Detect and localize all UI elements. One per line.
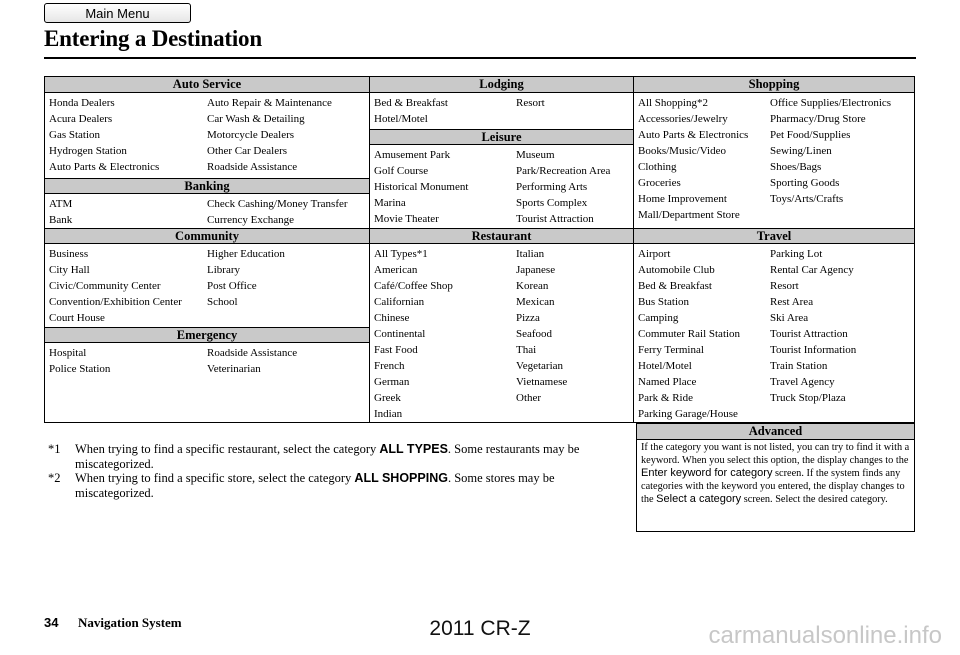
category-item: Performing Arts bbox=[516, 181, 588, 193]
category-item: Shoes/Bags bbox=[770, 161, 822, 173]
category-item: Golf Course bbox=[374, 165, 429, 177]
category-row bbox=[374, 179, 633, 195]
category-row bbox=[374, 211, 633, 227]
category-row bbox=[638, 326, 914, 342]
advanced-text-2: screen. If the system finds any categories with the keyword you entered, the display changes to the bbox=[641, 468, 905, 505]
category-table bbox=[44, 76, 915, 423]
category-row bbox=[638, 95, 914, 111]
category-item: Other bbox=[516, 392, 542, 404]
category-item: Pharmacy/Drug Store bbox=[770, 113, 866, 125]
category-row bbox=[374, 326, 633, 342]
category-item: Gas Station bbox=[49, 129, 101, 141]
category-row bbox=[374, 390, 633, 406]
category-item: Rest Area bbox=[770, 296, 814, 308]
footnote-text: . Some restaurants may be miscategorized. bbox=[75, 442, 580, 471]
category-item: Pizza bbox=[516, 312, 540, 324]
category-item: Currency Exchange bbox=[207, 214, 295, 226]
category-item: Hospital bbox=[49, 347, 87, 359]
category-row bbox=[374, 374, 633, 390]
category-row bbox=[49, 361, 369, 377]
footnote bbox=[48, 442, 633, 471]
section-header-travel: Travel bbox=[634, 228, 914, 244]
category-row bbox=[49, 294, 369, 310]
category-item: Park/Recreation Area bbox=[516, 165, 611, 177]
category-item: Italian bbox=[516, 248, 545, 260]
category-item: Resort bbox=[770, 280, 799, 292]
category-row bbox=[374, 310, 633, 326]
category-row bbox=[638, 191, 914, 207]
category-item: Bed & Breakfast bbox=[374, 97, 448, 109]
category-item: Auto Parts & Electronics bbox=[49, 161, 160, 173]
category-item: American bbox=[374, 264, 418, 276]
category-item: Mall/Department Store bbox=[638, 209, 740, 221]
category-row bbox=[49, 196, 369, 212]
category-row bbox=[638, 342, 914, 358]
category-item: Historical Monument bbox=[374, 181, 469, 193]
column-left bbox=[45, 77, 369, 422]
category-item: Korean bbox=[516, 280, 549, 292]
category-item: Tourist Attraction bbox=[516, 213, 594, 225]
category-item: Higher Education bbox=[207, 248, 285, 260]
category-item: Roadside Assistance bbox=[207, 161, 298, 173]
footnote-text: When trying to find a specific restaurant, select the category bbox=[75, 442, 377, 456]
footnote-mark: *2 bbox=[48, 471, 61, 485]
category-item: Check Cashing/Money Transfer bbox=[207, 198, 348, 210]
category-row bbox=[374, 406, 633, 422]
category-row bbox=[374, 163, 633, 179]
category-item: Accessories/Jewelry bbox=[638, 113, 728, 125]
title-divider bbox=[44, 57, 916, 59]
category-item: Library bbox=[207, 264, 240, 276]
category-item: Resort bbox=[516, 97, 545, 109]
category-row bbox=[638, 159, 914, 175]
category-item: Home Improvement bbox=[638, 193, 727, 205]
category-item: Pet Food/Supplies bbox=[770, 129, 851, 141]
category-item: Groceries bbox=[638, 177, 681, 189]
footnote-text: When trying to find a specific store, select the category bbox=[75, 471, 352, 485]
section-header-community: Community bbox=[45, 228, 369, 244]
category-item: Books/Music/Video bbox=[638, 145, 726, 157]
category-row bbox=[638, 143, 914, 159]
category-item: Sports Complex bbox=[516, 197, 588, 209]
category-item: Honda Dealers bbox=[49, 97, 115, 109]
footnote-mark: *1 bbox=[48, 442, 61, 456]
category-row bbox=[49, 127, 369, 143]
category-item: Toys/Arts/Crafts bbox=[770, 193, 844, 205]
category-item: Vegetarian bbox=[516, 360, 564, 372]
category-row bbox=[638, 406, 914, 422]
footnote bbox=[48, 471, 633, 500]
category-row bbox=[49, 143, 369, 159]
column-middle bbox=[369, 77, 633, 422]
section-header-auto-service: Auto Service bbox=[45, 77, 369, 93]
category-item: Motorcycle Dealers bbox=[207, 129, 295, 141]
category-item: Other Car Dealers bbox=[207, 145, 288, 157]
category-item: Movie Theater bbox=[374, 213, 439, 225]
category-row bbox=[638, 207, 914, 223]
advanced-keyword-1: Enter keyword for category bbox=[641, 467, 773, 479]
category-row bbox=[638, 175, 914, 191]
category-row bbox=[374, 195, 633, 211]
page-number: 34 bbox=[44, 615, 59, 630]
category-item: ATM bbox=[49, 198, 73, 210]
category-item: Fast Food bbox=[374, 344, 418, 356]
category-item: Veterinarian bbox=[207, 363, 261, 375]
category-item: Bus Station bbox=[638, 296, 690, 308]
category-row bbox=[374, 294, 633, 310]
category-item: Auto Repair & Maintenance bbox=[207, 97, 332, 109]
category-item: Auto Parts & Electronics bbox=[638, 129, 749, 141]
category-item: Ferry Terminal bbox=[638, 344, 704, 356]
category-item: Civic/Community Center bbox=[49, 280, 161, 292]
category-row bbox=[638, 127, 914, 143]
category-row bbox=[49, 159, 369, 175]
category-row bbox=[374, 358, 633, 374]
category-row bbox=[638, 310, 914, 326]
category-item: Parking Garage/House bbox=[638, 408, 738, 420]
category-item: Train Station bbox=[770, 360, 828, 372]
category-row bbox=[374, 278, 633, 294]
category-item: Hotel/Motel bbox=[638, 360, 692, 372]
category-item: Amusement Park bbox=[374, 149, 451, 161]
category-item: Truck Stop/Plaza bbox=[770, 392, 846, 404]
category-item: Business bbox=[49, 248, 89, 260]
advanced-text-1: If the category you want is not listed, you can try to find it with a keyword. When you select this option, the display changes to the bbox=[641, 442, 910, 466]
category-row bbox=[638, 294, 914, 310]
category-row bbox=[638, 358, 914, 374]
section-header-lodging: Lodging bbox=[370, 77, 633, 93]
category-item: Tourist Attraction bbox=[770, 328, 848, 340]
category-item: Hydrogen Station bbox=[49, 145, 127, 157]
category-item: Greek bbox=[374, 392, 401, 404]
category-row bbox=[374, 147, 633, 163]
category-row bbox=[49, 246, 369, 262]
category-item: Post Office bbox=[207, 280, 257, 292]
category-item: Roadside Assistance bbox=[207, 347, 298, 359]
category-row bbox=[374, 111, 633, 127]
category-item: Seafood bbox=[516, 328, 553, 340]
column-right bbox=[633, 77, 914, 422]
category-item: Named Place bbox=[638, 376, 697, 388]
footer-model: 2011 CR-Z bbox=[429, 617, 531, 640]
footnotes bbox=[48, 442, 633, 500]
category-item: Park & Ride bbox=[638, 392, 693, 404]
category-item: Chinese bbox=[374, 312, 410, 324]
category-item: Sporting Goods bbox=[770, 177, 840, 189]
category-row bbox=[638, 374, 914, 390]
category-item: Car Wash & Detailing bbox=[207, 113, 305, 125]
category-row bbox=[49, 212, 369, 228]
advanced-box bbox=[636, 423, 915, 532]
category-row bbox=[374, 246, 633, 262]
category-item: Clothing bbox=[638, 161, 677, 173]
category-item: Café/Coffee Shop bbox=[374, 280, 453, 292]
category-item: Tourist Information bbox=[770, 344, 857, 356]
category-row bbox=[638, 111, 914, 127]
category-item: Thai bbox=[516, 344, 537, 356]
section-header-leisure: Leisure bbox=[370, 129, 633, 145]
category-item: Vietnamese bbox=[516, 376, 568, 388]
page-title: Entering a Destination bbox=[44, 26, 262, 51]
category-row bbox=[49, 262, 369, 278]
category-item: Police Station bbox=[49, 363, 111, 375]
category-row bbox=[638, 390, 914, 406]
category-item: Indian bbox=[374, 408, 403, 420]
category-item: Office Supplies/Electronics bbox=[770, 97, 892, 109]
category-item: Mexican bbox=[516, 296, 555, 308]
category-row bbox=[638, 262, 914, 278]
category-item: School bbox=[207, 296, 238, 308]
main-menu-button[interactable]: Main Menu bbox=[44, 3, 191, 23]
category-item: Museum bbox=[516, 149, 555, 161]
category-item: Ski Area bbox=[770, 312, 809, 324]
category-item: All Shopping*2 bbox=[638, 97, 708, 109]
category-row bbox=[49, 111, 369, 127]
category-item: Court House bbox=[49, 312, 105, 324]
category-row bbox=[49, 310, 369, 326]
section-header-shopping: Shopping bbox=[634, 77, 914, 93]
section-header-emergency: Emergency bbox=[45, 327, 369, 343]
category-item: German bbox=[374, 376, 410, 388]
category-item: Bed & Breakfast bbox=[638, 280, 712, 292]
category-item: Automobile Club bbox=[638, 264, 715, 276]
category-item: Parking Lot bbox=[770, 248, 823, 260]
category-item: Rental Car Agency bbox=[770, 264, 854, 276]
category-item: Acura Dealers bbox=[49, 113, 113, 125]
category-row bbox=[49, 278, 369, 294]
category-item: Sewing/Linen bbox=[770, 145, 832, 157]
category-row bbox=[374, 95, 633, 111]
category-item: Travel Agency bbox=[770, 376, 835, 388]
footnote-keyword: ALL SHOPPING bbox=[354, 471, 448, 485]
category-item: Japanese bbox=[516, 264, 556, 276]
section-header-banking: Banking bbox=[45, 178, 369, 194]
category-item: Marina bbox=[374, 197, 406, 209]
section-header-restaurant: Restaurant bbox=[370, 228, 633, 244]
watermark: carmanualsonline.info bbox=[708, 622, 942, 649]
advanced-header: Advanced bbox=[637, 424, 914, 440]
category-item: Bank bbox=[49, 214, 73, 226]
advanced-description bbox=[637, 440, 914, 509]
category-item: Hotel/Motel bbox=[374, 113, 428, 125]
footnote-keyword: ALL TYPES bbox=[379, 442, 448, 456]
category-item: Californian bbox=[374, 296, 425, 308]
category-item: Convention/Exhibition Center bbox=[49, 296, 182, 308]
category-item: City Hall bbox=[49, 264, 90, 276]
category-row bbox=[374, 262, 633, 278]
category-row bbox=[638, 278, 914, 294]
advanced-keyword-2: Select a category bbox=[656, 493, 742, 505]
footer-system-name: Navigation System bbox=[78, 615, 182, 630]
category-row bbox=[374, 342, 633, 358]
advanced-text-3: screen. Select the desired category. bbox=[743, 494, 888, 505]
category-item: All Types*1 bbox=[374, 248, 428, 260]
category-item: French bbox=[374, 360, 405, 372]
category-item: Commuter Rail Station bbox=[638, 328, 741, 340]
category-item: Continental bbox=[374, 328, 426, 340]
footnote-text: . Some stores may be miscategorized. bbox=[75, 471, 555, 500]
category-row bbox=[49, 345, 369, 361]
category-row bbox=[638, 246, 914, 262]
category-row bbox=[49, 95, 369, 111]
category-item: Camping bbox=[638, 312, 679, 324]
category-item: Airport bbox=[638, 248, 671, 260]
